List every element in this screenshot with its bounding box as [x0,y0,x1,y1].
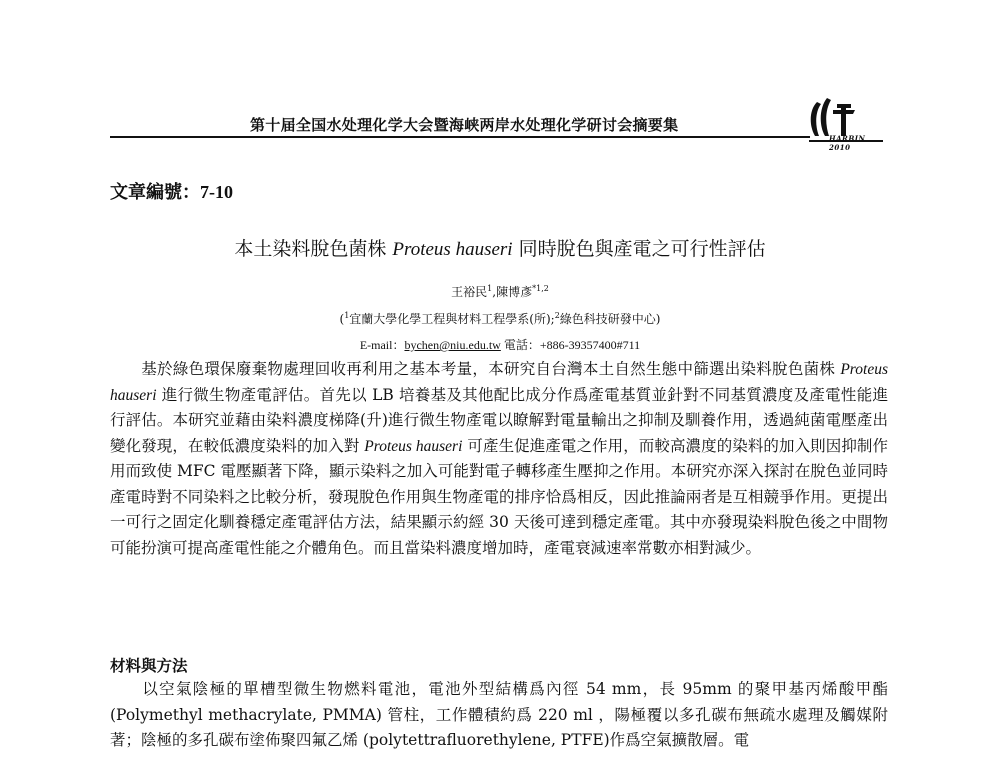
article-number [110,178,233,204]
methods-paragraph [110,677,888,754]
logo-caption: HARBIN 2010 [829,134,866,152]
email-link[interactable]: bychen@niu.edu.tw [404,338,501,352]
header-rule [110,136,810,138]
conference-logo [807,96,887,152]
affil-separator: ; [550,312,555,326]
abstract-text-2: 進行微生物產電評估。首先以 LB 培養基及其他配比成分作爲產電基質並針對不同基質濃度及產電性能進行評估。本研究並藉由染料濃度梯降(升)進行微生物產電以瞭解對電量輸出之抑制及馴養作用，透過純菌電壓產出變化發現，在較低濃度染料的加入對 [110,385,888,455]
abstract-species-2: Proteus hauseri [364,437,463,455]
abstract-paragraph [110,357,888,561]
affiliation-1: 宜蘭大學化學工程與材料工程學系(所) [349,312,551,326]
email-label: E-mail： [359,338,405,352]
author-2-affil-mark: *1,2 [532,284,549,293]
affiliation-line [0,310,1000,327]
paper-title [0,234,1000,261]
affil-1-mark: 1 [344,311,350,320]
article-number-value: 7-10 [200,182,233,202]
article-number-label: 文章編號： [110,182,200,203]
title-species: Proteus hauseri [392,239,513,260]
title-prefix: 本土染料脫色菌株 [234,238,393,260]
author-1: 王裕民 [451,285,488,299]
author-1-affil-mark: 1 [487,284,493,293]
affil-2-mark: 2 [554,311,560,320]
author-line [0,283,1000,300]
phone-label: 電話： [500,338,540,352]
methods-text: 以空氣陰極的單槽型微生物燃料電池，電池外型結構爲內徑 54 mm，長 95mm 的聚甲基丙烯酸甲酯 (Polymethyl methacrylate, PMMA) 管柱，工作體積約爲 220 ml ，陽極覆以多孔碳布無疏水處理及觸媒附著；陰極的多孔碳布塗佈聚四氟乙烯 (polytettrafluorethylene, PTFE)作爲空氣擴散層。電 [110,680,888,749]
affil-open-paren: ( [339,312,345,326]
contact-line [0,336,1000,353]
title-suffix: 同時脫色與產電之可行性評估 [512,238,766,260]
page-header [110,96,950,152]
affiliation-2: 綠色科技研發中心) [559,312,661,326]
phone-number: +886-39357400#711 [539,338,641,352]
abstract-text-1: 基於綠色環保廢棄物處理回收再利用之基本考量，本研究自台灣本土自然生態中篩選出染料脫色菌株 [141,360,841,378]
proceedings-title: 第十届全国水处理化学大会暨海峡两岸水处理化学研讨会摘要集 [250,116,679,134]
author-2: 陳博彥 [496,285,533,299]
author-separator: , [492,285,497,299]
methods-heading: 材料與方法 [110,656,188,675]
abstract-species-1: Proteus hauseri [110,361,888,404]
abstract-text-3: 可產生促進產電之作用，而較高濃度的染料的加入則因抑制作用而致使 MFC 電壓顯著下降，顯示染料之加入可能對電子轉移產生壓抑之作用。本研究亦深入探討在脫色並同時產電時對不同染料之比較分析，發現脫色作用與生物產電的排序恰爲相反，因此推論兩者是互相競爭作用。更提出一可行之固定化馴養穩定產電評估方法，結果顯示約經 30 天後可達到穩定產電。其中亦發現染料脫色後之中間物可能扮演可提高產電性能之介體角色。而且當染料濃度增加時，產電衰減速率常數亦相對減少。 [110,436,888,557]
